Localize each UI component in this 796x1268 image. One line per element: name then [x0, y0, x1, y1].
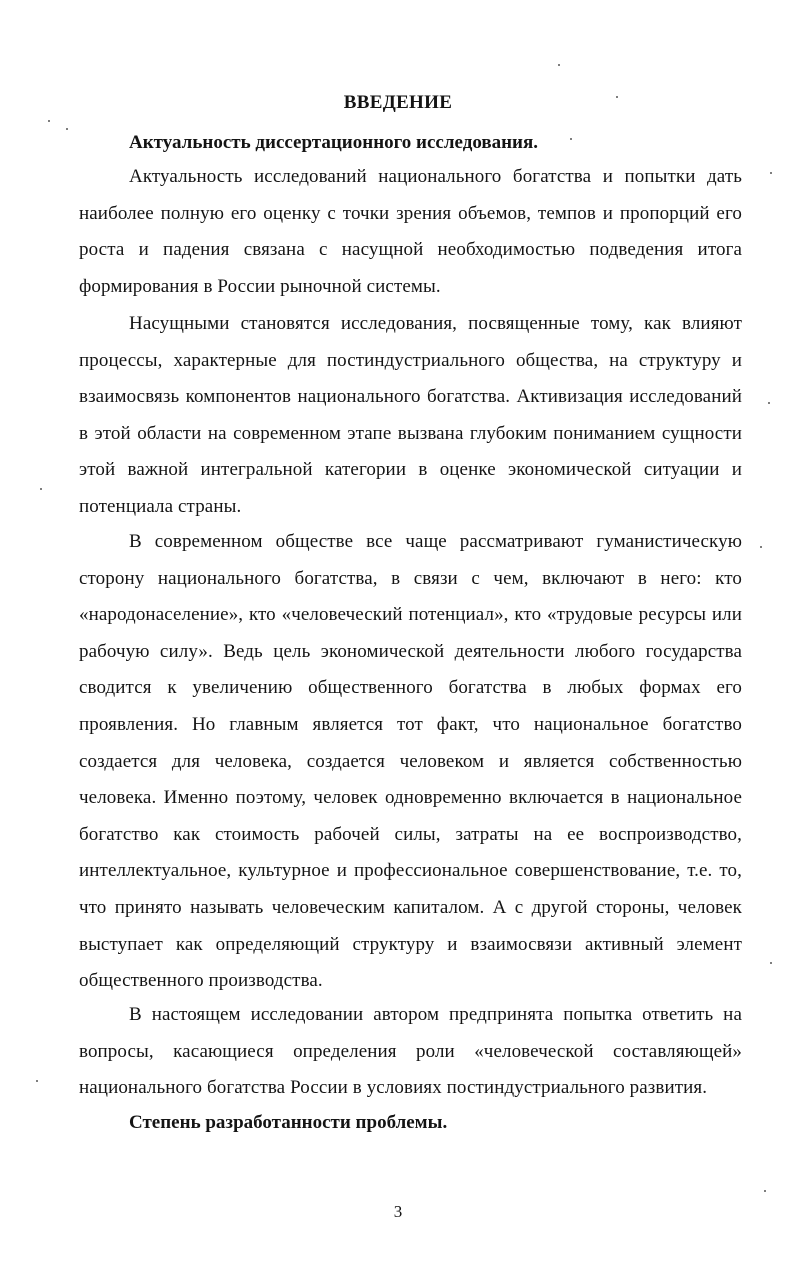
page-number: 3 [393, 1202, 403, 1221]
scan-speck [558, 64, 560, 66]
section-heading-development: Степень разработанности проблемы. [129, 1112, 448, 1133]
scan-speck [770, 962, 772, 964]
scan-speck [760, 546, 762, 548]
scan-speck [36, 1080, 38, 1082]
scan-speck [770, 172, 772, 174]
paragraph-2: Насущными становятся исследования, посвященные тому, как влияют процессы, характерные для постиндустриального общества, на структуру и взаимосвязь компонентов национального богатства. Активизация исследований в этой области на современном этапе вызвана глубоким пониманием сущности этой важной интегральной категории в оценке экономической ситуации и потенциала страны. [79, 313, 742, 517]
paragraph-4: В настоящем исследовании автором предпринята попытка ответить на вопросы, касающиеся определения роли «человеческой составляющей» национального богатства России в условиях постиндустриального развития. [79, 1004, 742, 1099]
paragraph-3: В современном обществе все чаще рассматривают гуманистическую сторону национального богатства, в связи с чем, включают в него: кто «народонаселение», кто «человеческий потенциал», кто «трудовые ресурсы или рабочую силу». Ведь цель экономической деятельности любого государства сводится к увеличению общественного богатства в любых формах его проявления. Но главным является тот факт, что национальное богатство создается для человека, создается человеком и является собственностью человека. Именно поэтому, человек одновременно включается в национальное богатство как стоимость рабочей силы, затраты на ее воспроизводство, интеллектуальное, культурное и профессиональное совершенствование, т.е. то, что принято называть человеческим капиталом. А с другой стороны, человек выступает как определяющий структуру и взаимосвязи активный элемент общественного производства. [79, 531, 742, 992]
scan-speck [40, 488, 42, 490]
scan-speck [616, 96, 618, 98]
scan-speck [764, 1190, 766, 1192]
scan-speck [768, 402, 770, 404]
scan-speck [570, 138, 572, 140]
section-heading-relevance: Актуальность диссертационного исследования. [129, 132, 539, 153]
scan-speck [48, 120, 50, 122]
paragraph-1: Актуальность исследований национального богатства и попытки дать наиболее полную его оценку с точки зрения объемов, темпов и пропорций его роста и падения связана с насущной необходимостью подведения итога формирования в России рыночной системы. [79, 166, 742, 297]
page-title: ВВЕДЕНИЕ [343, 92, 453, 113]
scan-speck [66, 128, 68, 130]
